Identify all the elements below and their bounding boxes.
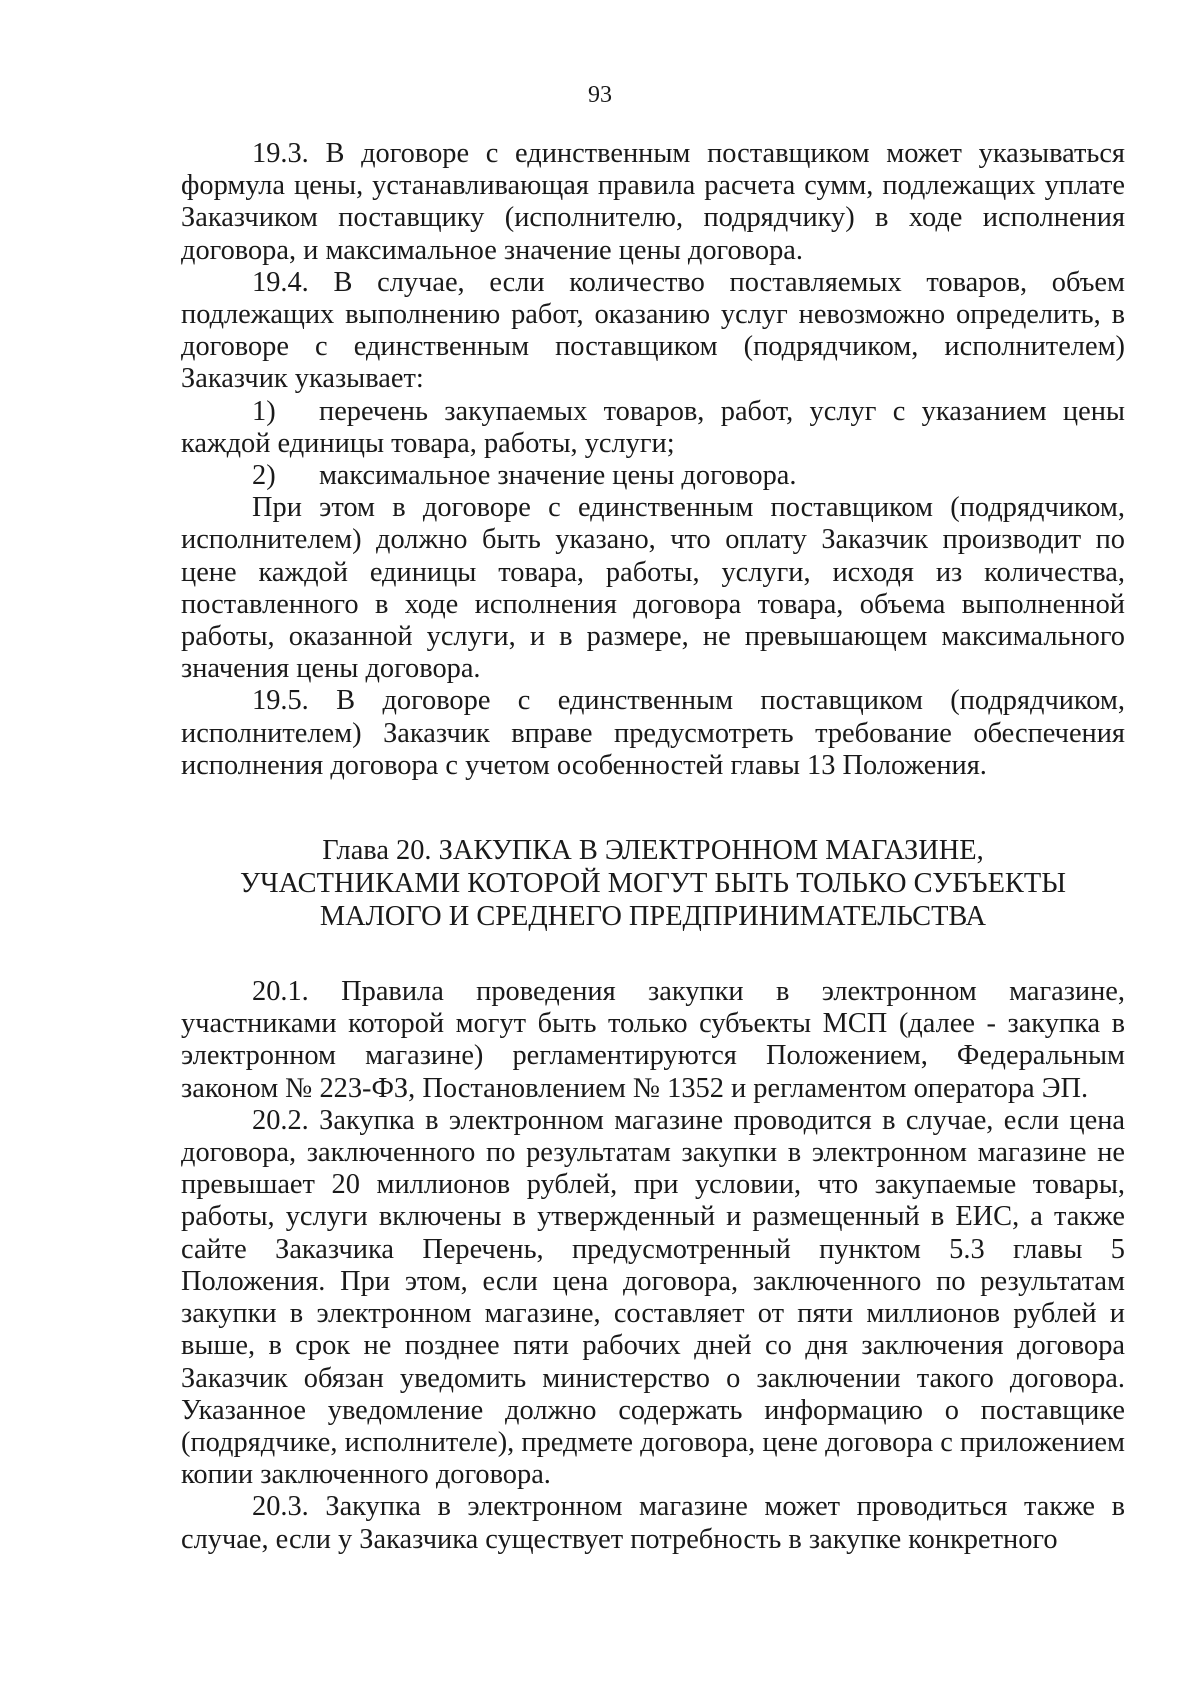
list-item-2 [181,460,1125,492]
page-number: 93 [588,82,612,108]
list-item-continuation: каждой единицы товара, работы, услуги; [181,427,675,459]
list-item-number: 1) [252,395,276,427]
list-item-text: перечень закупаемых товаров, работ, услуг с указанием цены [319,395,1125,427]
paragraph-20-2: 20.2. Закупка в электронном магазине проводится в случае, если цена договора, заключенного по результатам закупки в электронном магазине не превышает 20 миллионов рублей, при условии, что закупаемые товары, работы, услуги включены в утвержденный и размещенный в ЕИС, а также сайте Заказчика Перечень, предусмотренный пунктом 5.3 главы 5 Положения. При этом, если цена договора, заключенного по результатам закупки в электронном магазине, составляет от пяти миллионов рублей и выше, в срок не позднее пяти рабочих дней со дня заключения договора Заказчик обязан уведомить министерство о заключении такого договора. Указанное уведомление должно содержать информацию о поставщике (подрядчике, исполнителе), предмете договора, цене договора с приложением копии заключенного договора. [181,1104,1125,1491]
chapter-heading-line: УЧАСТНИКАМИ КОТОРОЙ МОГУТ БЫТЬ ТОЛЬКО СУБЪЕКТЫ [240,868,1066,900]
list-item-text: максимальное значение цены договора. [319,460,797,492]
paragraph-19-4: 19.4. В случае, если количество поставляемых товаров, объем подлежащих выполнению работ, оказанию услуг невозможно определить, в договоре с единственным поставщиком (подрядчиком, исполнителем) Заказчик указывает: [181,266,1125,395]
paragraph-20-1: 20.1. Правила проведения закупки в электронном магазине, участниками которой могут быть только субъекты МСП (далее - закупка в электронном магазине) регламентируются Положением, Федеральным законом № 223-ФЗ, Постановлением № 1352 и регламентом оператора ЭП. [181,976,1125,1104]
paragraph-19-3: 19.3. В договоре с единственным поставщиком может указываться формула цены, устанавливающая правила расчета сумм, подлежащих уплате Заказчиком поставщику (исполнителю, подрядчику) в ходе исполнения договора, и максимальное значение цены договора. [181,138,1125,266]
paragraph-20-3: 20.3. Закупка в электронном магазине может проводиться также в случае, если у Заказчика существует потребность в закупке конкретного [181,1491,1125,1555]
list-item-number: 2) [252,460,276,492]
chapter-heading-line: МАЛОГО И СРЕДНЕГО ПРЕДПРИНИМАТЕЛЬСТВА [319,901,987,933]
chapter-heading-line: Глава 20. ЗАКУПКА В ЭЛЕКТРОННОМ МАГАЗИНЕ, [322,835,984,867]
document-body [181,138,1125,1556]
paragraph-payment-terms: При этом в договоре с единственным поставщиком (подрядчиком, исполнителем) должно быть указано, что оплату Заказчик производит по цене каждой единицы товара, работы, услуги, исходя из количества, поставленного в ходе исполнения договора товара, объема выполненной работы, оказанной услуги, и в размере, не превышающем максимального значения цены договора. [181,492,1125,685]
list-item-1 [181,396,1125,460]
chapter-heading [181,834,1125,933]
paragraph-19-5: 19.5. В договоре с единственным поставщиком (подрядчиком, исполнителем) Заказчик вправе предусмотреть требование обеспечения исполнения договора с учетом особенностей главы 13 Положения. [181,685,1125,781]
